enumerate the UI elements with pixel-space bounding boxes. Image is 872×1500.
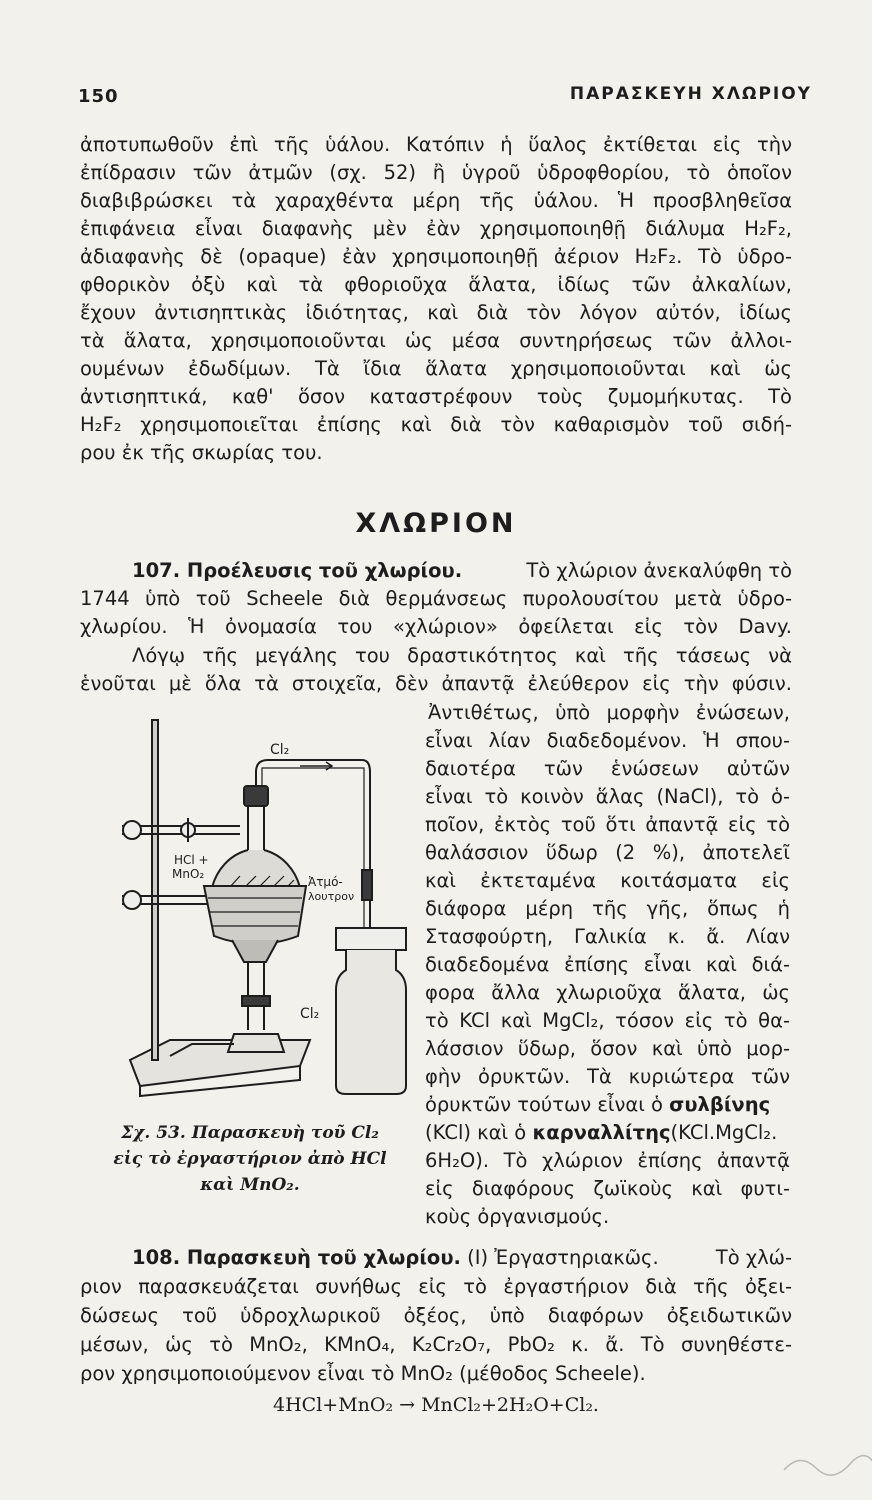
intro-line: ἀδιαφανὴς δὲ (opaque) ἐὰν χρησιμοποιηθῇ ἀέριον H₂F₂. Τὸ ὑδρο- (80, 245, 792, 268)
intro-line: ρου ἐκ τῆς σκωρίας του. (80, 441, 323, 464)
ring-clamp-knob (123, 891, 141, 909)
bottle-cap (336, 928, 406, 950)
intro-line: ουμένων ἐδωδίμων. Τὰ ἴδια ἅλατα χρησιμοποιοῦνται καὶ ὡς (80, 357, 792, 380)
s107-col-line: λάσσιον ὕδωρ, ὅσον καὶ ὑπὸ μορ- (425, 1037, 790, 1060)
s107-col-line: διαδεδομένα ἐπίσης εἶναι καὶ διά- (425, 953, 790, 976)
label-cl2-bottle: Cl₂ (300, 1006, 320, 1022)
s107-col-line-carnallite: (KCl) καὶ ὁ καρναλλίτης(KCl.MgCl₂. (425, 1121, 778, 1144)
flow-arrow (300, 762, 332, 770)
running-header (78, 80, 812, 110)
intro-line: ἔχουν ἀντισηπτικὰς ἰδιότητας, καὶ διὰ τὸν λόγον αὐτόν, ἰδίως (80, 301, 792, 324)
s107-col-line: 6H₂O). Τὸ χλώριον ἐπίσης ἀπαντᾷ (425, 1149, 790, 1172)
label-mno2: MnO₂ (172, 867, 205, 881)
intro-line: τὰ ἅλατα, χρησιμοποιοῦνται ὡς μέσα συντηρήσεως τῶν ἀλλοι- (80, 329, 792, 352)
apparatus-figure (100, 700, 420, 1110)
bath-support (232, 940, 278, 962)
s107-line: 1744 ὑπὸ τοῦ Scheele διὰ θερμάνσεως πυρολουσίτου μετὰ ὑδρο- (80, 587, 792, 610)
s107-col-line: Στασφούρτη, Γαλικία κ. ἄ. Λίαν (425, 925, 790, 948)
s107-first-line (132, 558, 792, 584)
collecting-bottle (336, 950, 406, 1094)
burner-base (228, 1034, 284, 1052)
figure-caption-line: Σχ. 53. Παρασκευὴ τοῦ Cl₂ (121, 1123, 379, 1143)
s107-title: 107. Προέλευσις τοῦ χλωρίου. (132, 559, 463, 582)
s107-col-line-sylvine: ὀρυκτῶν τούτων εἶναι ὁ συλβίνης (425, 1093, 771, 1116)
figure-caption-line: εἰς τὸ ἐργαστήριον ἀπὸ HCl (113, 1149, 387, 1169)
pencil-scribble (780, 1446, 872, 1486)
s107-col-line: Ἀντιθέτως, ὑπὸ μορφὴν ἐνώσεων, (428, 701, 790, 724)
s107-col-line: εἰς διαφόρους ζωϊκοὺς καὶ φυτι- (425, 1177, 790, 1200)
label-steam-bath-2: λουτρον (308, 890, 355, 903)
term-sylvine: συλβίνης (669, 1093, 771, 1116)
s107-col-line: δαιοτέρα τῶν ἑνώσεων αὐτῶν (425, 757, 790, 780)
s107-col-line: εἶναι τὸ κοινὸν ἅλας (NaCl), τὸ ὁ- (425, 785, 790, 808)
intro-line: ἀντισηπτικά, καθ' ὅσον καταστρέφουν τοὺς ζυμομήκυτας. Τὸ (80, 385, 792, 408)
s108-line: ρον χρησιμοποιούμενον εἶναι τὸ MnO₂ (μέθοδος Scheele). (80, 1362, 646, 1385)
flask-stopper (244, 786, 268, 806)
water-bath (204, 886, 306, 944)
s107-line: Λόγῳ τῆς μεγάλης του δραστικότητος καὶ τῆς τάσεως νὰ (132, 644, 792, 667)
s107-col-line: φορα ἄλλα χλωριοῦχα ἅλατα, ὡς (425, 981, 790, 1004)
s107-col-line: κοὺς ὀργανισμούς. (425, 1205, 610, 1228)
s108-first-line (132, 1245, 792, 1271)
label-hcl: HCl + (174, 853, 209, 867)
burner-collar (242, 996, 270, 1006)
s107-first-text: Τὸ χλώριον ἀνεκαλύφθη τὸ (526, 559, 792, 582)
s107-col-line: φὴν ὀρυκτῶν. Τὰ κυριώτερα τῶν (425, 1065, 790, 1088)
page-number: 150 (78, 86, 119, 107)
s108-line: ριον παρασκευάζεται συνήθως εἰς τὸ ἐργαστήριον διὰ τῆς ὀξει- (80, 1275, 792, 1298)
s107-line: ἑνοῦται μὲ ὅλα τὰ στοιχεῖα, δὲν ἀπαντᾷ ἐλεύθερον εἰς τὴν φύσιν. (80, 672, 792, 695)
clamp-knob (123, 821, 141, 839)
s108-line: δώσεως τοῦ ὑδροχλωρικοῦ ὀξέος, ὑπὸ διαφόρων ὀξειδωτικῶν (80, 1304, 792, 1327)
s107-col-line: εἶναι λίαν διαδεδομένον. Ἡ σπου- (425, 729, 790, 752)
s107-col-line: ποῖον, ἐκτὸς τοῦ ὅτι ἀπαντᾷ εἰς τὸ (425, 813, 790, 836)
label-cl2-top: Cl₂ (270, 742, 290, 758)
label-steam-bath-1: Ἀτμό- (308, 875, 343, 889)
intro-line: H₂F₂ χρησιμοποιεῖται ἐπίσης καὶ διὰ τὸν καθαρισμὸν τοῦ σιδή- (80, 413, 792, 436)
tube-joint (362, 870, 372, 900)
running-title: ΠΑΡΑΣΚΕΥΗ ΧΛΩΡΙΟΥ (569, 84, 812, 104)
s108-subtitle: (I) Ἐργαστηριακῶς. (467, 1246, 659, 1269)
s107-col-line: καὶ ἐκτεταμένα κοιτάσματα εἰς (425, 869, 790, 892)
section-heading: ΧΛΩΡΙΟΝ (355, 508, 517, 539)
intro-line: ἐπίδρασιν τῶν ἀτμῶν (σχ. 52) ἢ ὑγροῦ ὑδροφθορίου, τὸ ὁποῖον (80, 161, 792, 184)
s107-col-line: διάφορα μέρη τῆς γῆς, ὅπως ἡ (425, 897, 790, 920)
s107-col-line: θαλάσσιον ὕδωρ (2 %), ἀποτελεῖ (425, 841, 790, 864)
s108-first-text: Τὸ χλώ- (715, 1246, 792, 1269)
intro-line: φθορικὸν ὀξὺ καὶ τὰ φθοριοῦχα ἅλατα, ἰδίως τῶν ἀλκαλίων, (80, 273, 792, 296)
s108-title: 108. Παρασκευὴ τοῦ χλωρίου. (132, 1246, 461, 1269)
intro-line: διαβιβρώσκει τὰ χαραχθέντα μέρη τῆς ὑάλου. Ἡ προσβληθεῖσα (80, 189, 792, 212)
s107-line: χλωρίου. Ἡ ὀνομασία του «χλώριον» ὀφείλεται εἰς τὸν Davy. (80, 615, 792, 638)
stand-rod (152, 720, 158, 1060)
intro-line: ἀποτυπωθοῦν ἐπὶ τῆς ὑάλου. Κατόπιν ἡ ὕαλος ἐκτίθεται εἰς τὴν (80, 133, 792, 156)
term-carnallite: καρναλλίτης (532, 1121, 671, 1144)
s108-line: μέσων, ὡς τὸ MnO₂, KMnO₄, K₂Cr₂O₇, PbO₂ κ. ἄ. Τὸ συνηθέστε- (80, 1333, 792, 1356)
s107-col-line: τὸ KCl καὶ MgCl₂, τόσον εἰς τὸ θα- (425, 1009, 790, 1032)
intro-line: ἐπιφάνεια εἶναι διαφανὴς μὲν ἐὰν χρησιμοποιηθῇ διάλυμα H₂F₂, (80, 217, 792, 240)
reaction-formula: 4HCl+MnO₂ → MnCl₂+2H₂O+Cl₂. (273, 1394, 599, 1416)
figure-caption-line: καὶ MnO₂. (200, 1175, 300, 1195)
flask-neck (248, 804, 264, 850)
